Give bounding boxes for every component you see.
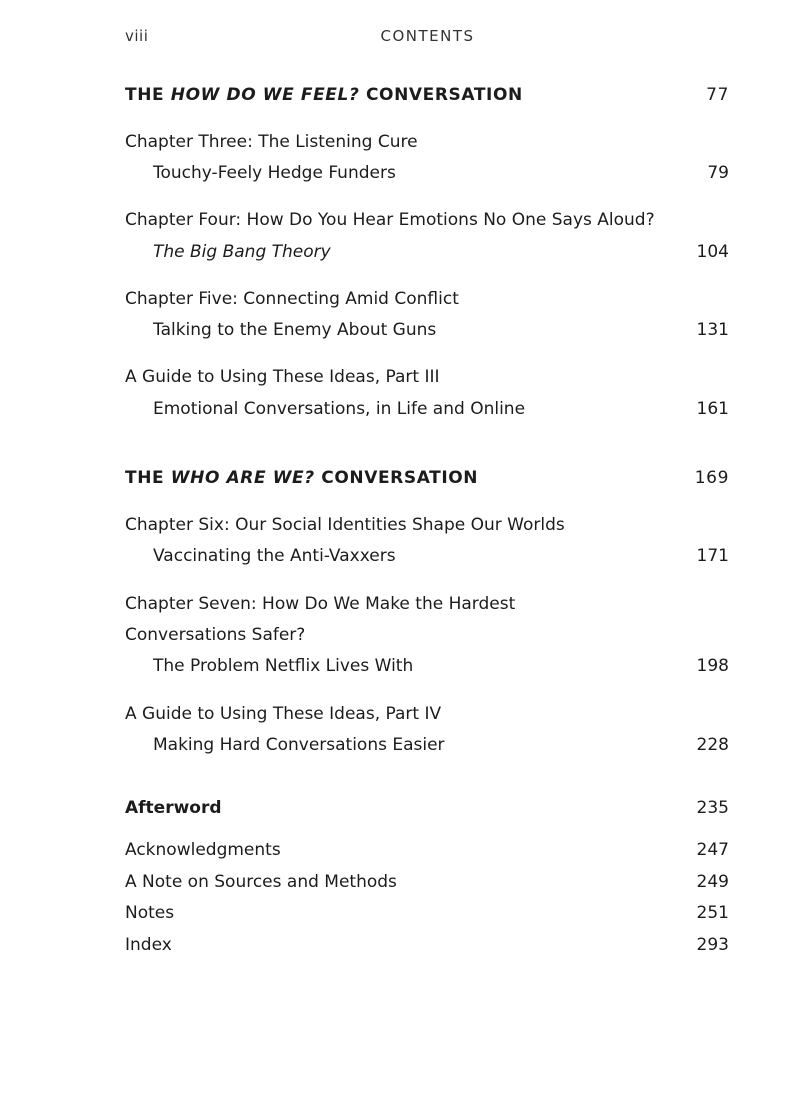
chapter-title: A Guide to Using These Ideas, Part IV	[125, 704, 442, 724]
chapter-seven-entry-continued[interactable]	[125, 623, 729, 647]
acknowledgments-entry[interactable]	[125, 838, 729, 862]
page-folio: viii	[125, 27, 149, 45]
chapter-title: Chapter Four: How Do You Hear Emotions No One Says Aloud?	[125, 210, 655, 230]
entry-title: A Note on Sources and Methods	[125, 872, 397, 892]
guide-part-three-entry[interactable]	[125, 365, 729, 389]
entry-title: Acknowledgments	[125, 840, 281, 860]
entry-title: Afterword	[125, 798, 222, 818]
chapter-title: Chapter Five: Connecting Amid Conflict	[125, 289, 459, 309]
page-number: 77	[706, 85, 729, 105]
chapter-three-entry[interactable]	[125, 130, 729, 154]
chapter-six-subtitle-entry[interactable]	[125, 544, 729, 568]
entry-title: Notes	[125, 903, 175, 923]
entry-title: Index	[125, 935, 172, 955]
chapter-subtitle: Emotional Conversations, in Life and Online	[153, 399, 526, 419]
chapter-title: Chapter Three: The Listening Cure	[125, 132, 418, 152]
page-number: 247	[696, 840, 729, 860]
page-number: 169	[694, 468, 729, 488]
part-how-do-we-feel[interactable]	[125, 83, 729, 107]
guide-part-four-entry[interactable]	[125, 702, 729, 726]
guide-part-four-subtitle-entry[interactable]	[125, 733, 729, 757]
chapter-four-entry[interactable]	[125, 208, 729, 232]
guide-part-three-subtitle-entry[interactable]	[125, 397, 729, 421]
page-number: 131	[696, 320, 729, 340]
chapter-five-entry[interactable]	[125, 287, 729, 311]
running-head: CONTENTS	[380, 27, 475, 45]
chapter-five-subtitle-entry[interactable]	[125, 318, 729, 342]
chapter-title-line-1: Chapter Seven: How Do We Make the Hardest	[125, 594, 516, 614]
chapter-subtitle: The Problem Netflix Lives With	[153, 656, 414, 676]
afterword-entry[interactable]	[125, 796, 729, 820]
chapter-seven-subtitle-entry[interactable]	[125, 654, 729, 678]
chapter-title: A Guide to Using These Ideas, Part III	[125, 367, 440, 387]
page-number: 249	[696, 872, 729, 892]
chapter-title: Chapter Six: Our Social Identities Shape Our Worlds	[125, 515, 565, 535]
chapter-subtitle: Talking to the Enemy About Guns	[153, 320, 437, 340]
part-who-are-we[interactable]	[125, 466, 729, 490]
chapter-title-line-2: Conversations Safer?	[125, 625, 306, 645]
notes-entry[interactable]	[125, 901, 729, 925]
page-number: 198	[696, 656, 729, 676]
chapter-subtitle: Touchy-Feely Hedge Funders	[153, 163, 396, 183]
page-number: 161	[696, 399, 729, 419]
part-title: THE WHO ARE WE? CONVERSATION	[125, 468, 479, 488]
chapter-three-subtitle-entry[interactable]	[125, 161, 729, 185]
page-number: 235	[696, 798, 729, 818]
chapter-seven-entry[interactable]	[125, 592, 729, 616]
page-number: 228	[696, 735, 729, 755]
chapter-four-subtitle-entry[interactable]	[125, 240, 729, 264]
chapter-six-entry[interactable]	[125, 513, 729, 537]
chapter-subtitle: Making Hard Conversations Easier	[153, 735, 445, 755]
page-number: 104	[696, 242, 729, 262]
sources-methods-entry[interactable]	[125, 870, 729, 894]
page-number: 171	[696, 546, 729, 566]
part-title: THE HOW DO WE FEEL? CONVERSATION	[125, 85, 523, 105]
chapter-subtitle: Vaccinating the Anti-Vaxxers	[153, 546, 396, 566]
page-number: 251	[696, 903, 729, 923]
page-number: 79	[707, 163, 729, 183]
page-number: 293	[696, 935, 729, 955]
index-entry[interactable]	[125, 933, 729, 957]
chapter-subtitle: The Big Bang Theory	[153, 242, 331, 262]
